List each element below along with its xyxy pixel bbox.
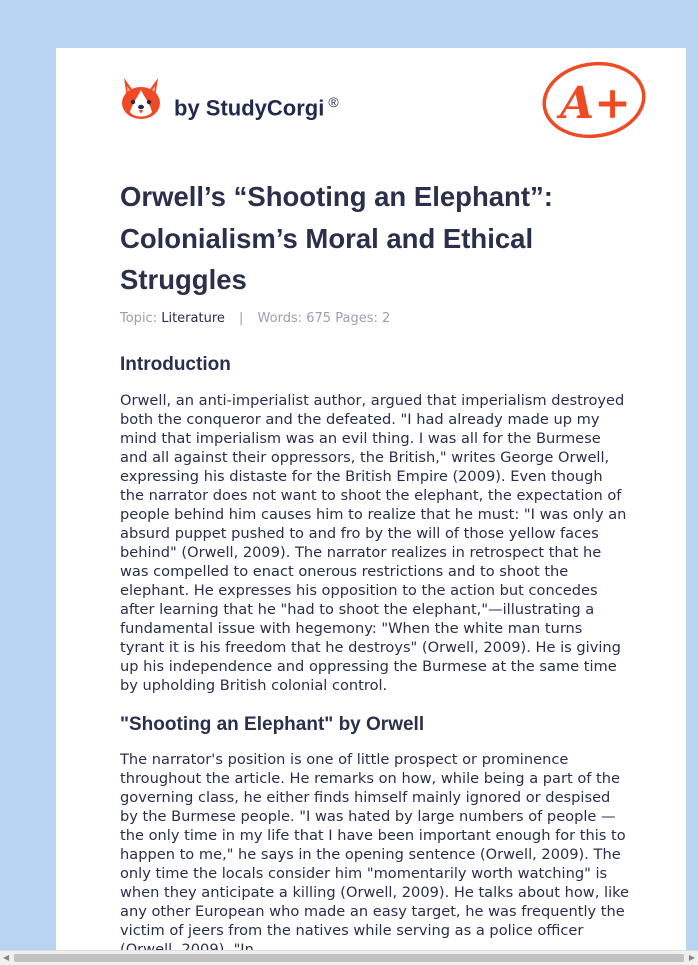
words-value: 675 (306, 311, 332, 326)
studycorgi-logo[interactable] (120, 76, 162, 120)
words-label: Words: (257, 311, 303, 326)
brand-name-text: by StudyCorgi (174, 95, 325, 121)
pages-label: Pages: (335, 311, 378, 326)
section-heading-shooting-an-elephant: "Shooting an Elephant" by Orwell (120, 714, 425, 735)
scroll-right-arrow-icon[interactable]: ▶ (688, 953, 695, 962)
registered-mark: ® (328, 94, 339, 110)
grade-text: A+ (560, 78, 632, 129)
section-text-shooting-an-elephant: The narrator's position is one of little prospect or prominence throughout the article. He remarks on how, while being a part of the governing class, he either finds himself mainly ignored or despised by the Burmese people. "I was hated by large numbers of people — the only time in my life that I have been important enough for this to happen to me," he says in the opening sentence (Orwell, 2009). The only time the locals consider him "momentarily worth watching" is when they anticipate a killing (Orwell, 2009). He talks about how, like any other European who made an easy target, he was frequently the victim of jeers from the natives while serving as a police officer (120, 751, 630, 939)
topic-label: Topic: (120, 311, 158, 326)
section-text-introduction: Orwell, an anti-imperialist author, argued that imperialism destroyed both the conqueror and the defeated. "I had already made up my mind that imperialism was an evil thing. I was all for the Burmese and all against their oppressors, the British," writes George Orwell, expressing his distaste for the British Empire (2009). Even though the narrator does not want to shoot the elephant, the expectation of people behind him causes him to realize that he must: "I was only an absurd puppet pushed to and fro by the will of those yellow faces behind" (Orwell, 2009). The narrator realizes in retrospect that he was compelled to enact onerous restrictions and to shoot the elephant. He expresses his opposition to the action but concedes after learning that he "had to shoot the elephant,"—illustrating a fundamental issue with hegemony: "When the white man turns tyrant it is his freedom that he destroys" (Orwell, 2009). He is giving up his independence and oppressing the Burmese at the same time by upholding British colonial control. (120, 392, 627, 694)
pages-value: 2 (382, 311, 391, 326)
article-meta (120, 311, 390, 326)
scroll-left-arrow-icon[interactable]: ◀ (3, 953, 10, 962)
scrollbar-thumb[interactable] (14, 954, 684, 962)
brand-name[interactable] (174, 94, 339, 121)
horizontal-scrollbar[interactable] (0, 950, 698, 965)
topic-link[interactable]: Literature (161, 311, 225, 326)
meta-separator: | (239, 311, 244, 326)
document-page (56, 48, 686, 964)
article-title: Orwell’s “Shooting an Elephant”: Colonialism’s Moral and Ethical Struggles (120, 181, 553, 295)
a-plus-grade-icon (538, 60, 650, 142)
grade-badge (538, 60, 650, 146)
corgi-icon (120, 76, 162, 120)
section-heading-introduction: Introduction (120, 354, 231, 375)
